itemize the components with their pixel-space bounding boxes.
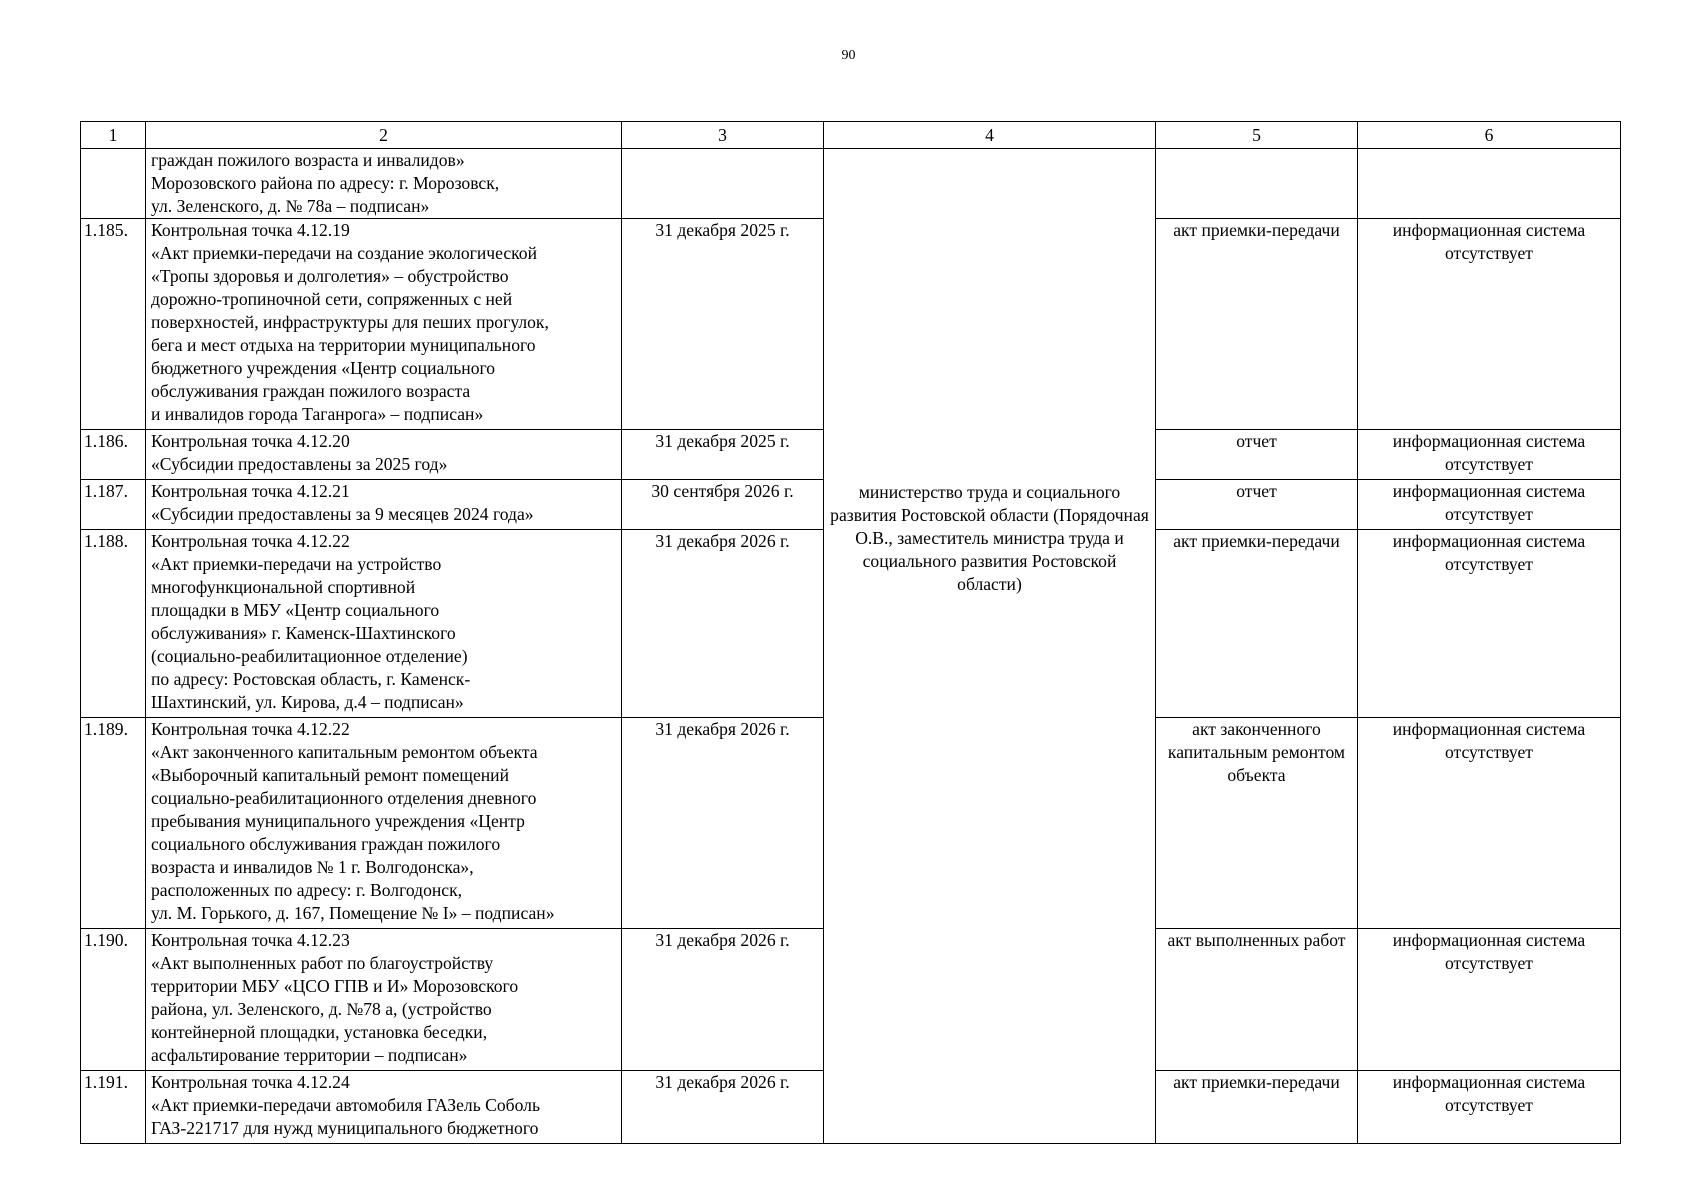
column-header: 3: [622, 122, 824, 149]
row-date: 31 декабря 2026 г.: [622, 530, 824, 718]
row-document: отчет: [1156, 480, 1358, 530]
control-points-table: [80, 121, 1621, 1144]
row-system: информационная система отсутствует: [1358, 530, 1621, 718]
row-description: Контрольная точка 4.12.22 «Акт законченного капитальным ремонтом объекта «Выборочный капитальный ремонт помещений социально-реабилитационного отделения дневного пребывания муниципального учреждения «Центр социального обслуживания граждан пожилого возраста и инвалидов № 1 г. Волгодонска», расположенных по адресу: г. Волгодонск, ул. М. Горького, д. 167, Помещение № I» – подписан»: [146, 718, 622, 929]
row-date: 31 декабря 2026 г.: [622, 718, 824, 929]
row-date: 30 сентября 2026 г.: [622, 480, 824, 530]
column-header: 5: [1156, 122, 1358, 149]
row-document: акт приемки-передачи: [1156, 530, 1358, 718]
row-system: информационная система отсутствует: [1358, 430, 1621, 480]
responsible-cell: [824, 149, 1156, 1144]
row-date: 31 декабря 2025 г.: [622, 219, 824, 430]
row-description: Контрольная точка 4.12.19 «Акт приемки-передачи на создание экологической «Тропы здоровья и долголетия» – обустройство дорожно-тропиночной сети, сопряженных с ней поверхностей, инфраструктуры для пеших прогулок, бега и мест отдыха на территории муниципального бюджетного учреждения «Центр социального обслуживания граждан пожилого возраста и инвалидов города Таганрога» – подписан»: [146, 219, 622, 430]
row-system: информационная система отсутствует: [1358, 480, 1621, 530]
row-number: 1.188.: [81, 530, 146, 718]
header-row: [81, 122, 1621, 149]
row-description: Контрольная точка 4.12.21 «Субсидии предоставлены за 9 месяцев 2024 года»: [146, 480, 622, 530]
table-row: [81, 149, 1621, 219]
row-document: [1156, 149, 1358, 219]
responsible-text: министерство труда и социального развития Ростовской области (Порядочная О.В., заместитель министра труда и социального развития Ростовской области): [830, 482, 1149, 594]
row-number: 1.186.: [81, 430, 146, 480]
row-system: информационная система отсутствует: [1358, 929, 1621, 1071]
row-number: 1.190.: [81, 929, 146, 1071]
row-number: 1.185.: [81, 219, 146, 430]
row-date: 31 декабря 2026 г.: [622, 1071, 824, 1144]
row-number: [81, 149, 146, 219]
row-description: Контрольная точка 4.12.20 «Субсидии предоставлены за 2025 год»: [146, 430, 622, 480]
row-system: информационная система отсутствует: [1358, 219, 1621, 430]
page-number: 90: [841, 48, 856, 63]
column-header: 2: [146, 122, 622, 149]
column-header: 1: [81, 122, 146, 149]
column-header: 4: [824, 122, 1156, 149]
row-description: граждан пожилого возраста и инвалидов» Морозовского района по адресу: г. Морозовск, ул. Зеленского, д. № 78а – подписан»: [146, 149, 622, 219]
row-document: акт законченного капитальным ремонтом объекта: [1156, 718, 1358, 929]
column-header: 6: [1358, 122, 1621, 149]
row-document: отчет: [1156, 430, 1358, 480]
row-document: акт выполненных работ: [1156, 929, 1358, 1071]
row-system: информационная система отсутствует: [1358, 718, 1621, 929]
row-number: 1.189.: [81, 718, 146, 929]
row-date: [622, 149, 824, 219]
row-document: акт приемки-передачи: [1156, 1071, 1358, 1144]
row-number: 1.187.: [81, 480, 146, 530]
row-number: 1.191.: [81, 1071, 146, 1144]
row-system: информационная система отсутствует: [1358, 1071, 1621, 1144]
row-date: 31 декабря 2026 г.: [622, 929, 824, 1071]
row-date: 31 декабря 2025 г.: [622, 430, 824, 480]
row-document: акт приемки-передачи: [1156, 219, 1358, 430]
row-system: [1358, 149, 1621, 219]
row-description: Контрольная точка 4.12.23 «Акт выполненных работ по благоустройству территории МБУ «ЦСО ГПВ и И» Морозовского района, ул. Зеленского, д. №78 а, (устройство контейнерной площадки, установка беседки, асфальтирование территории – подписан»: [146, 929, 622, 1071]
row-description: Контрольная точка 4.12.22 «Акт приемки-передачи на устройство многофункциональной спортивной площадки в МБУ «Центр социального обслуживания» г. Каменск-Шахтинского (социально-реабилитационное отделение) по адресу: Ростовская область, г. Каменск- Шахтинский, ул. Кирова, д.4 – подписан»: [146, 530, 622, 718]
row-description: Контрольная точка 4.12.24 «Акт приемки-передачи автомобиля ГАЗель Соболь ГАЗ-221717 для нужд муниципального бюджетного: [146, 1071, 622, 1144]
